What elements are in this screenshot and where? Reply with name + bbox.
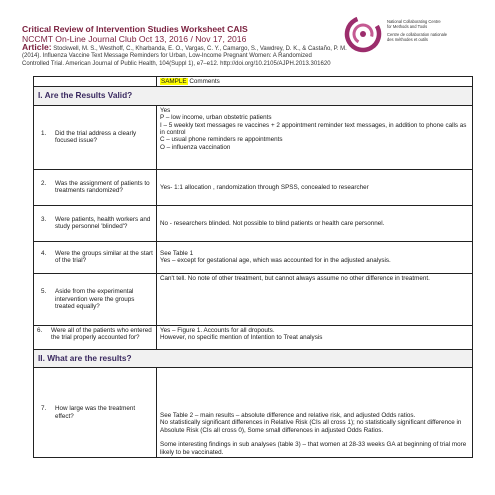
section-heading-validity: I. Are the Results Valid? bbox=[34, 87, 473, 105]
document-header bbox=[22, 24, 352, 68]
answer-line: Yes – Figure 1. Accounts for all dropouts. bbox=[160, 326, 275, 334]
answer-line: No - researchers blinded. Not possible to blind patients or health care personnel. bbox=[160, 219, 385, 227]
answer-cell bbox=[157, 241, 473, 273]
logo-english-line-2: for Methods and Tools bbox=[387, 24, 428, 29]
question-text: Did the trial address a clearly focused issue? bbox=[55, 129, 137, 145]
table-row bbox=[34, 105, 473, 169]
section-heading-row bbox=[34, 349, 473, 367]
answer-line: Can't tell. No note of other treatment, but cannot always assume no other difference in treatment. bbox=[160, 274, 430, 282]
answer-cell bbox=[157, 273, 473, 325]
logo-text bbox=[387, 19, 479, 42]
sample-highlight: SAMPLE bbox=[161, 78, 187, 85]
question-cell bbox=[34, 325, 157, 349]
article-citation bbox=[22, 44, 352, 68]
table-row bbox=[34, 205, 473, 241]
question-number: 6. bbox=[37, 326, 43, 334]
worksheet-table bbox=[33, 76, 473, 458]
comments-label: Comments bbox=[189, 78, 220, 85]
logo-french-line-1: Centre de collaboration nationale bbox=[387, 32, 448, 37]
section-heading-results: II. What are the results? bbox=[34, 349, 473, 367]
question-text: How large was the treatment effect? bbox=[55, 405, 136, 420]
article-label: Article: bbox=[22, 42, 52, 52]
table-row bbox=[34, 169, 473, 205]
question-cell bbox=[34, 169, 157, 205]
answer-line: Yes- 1:1 allocation , randomization through SPSS, concealed to researcher bbox=[160, 183, 369, 191]
comments-header-row bbox=[34, 77, 473, 87]
answer-cell bbox=[157, 105, 473, 169]
answer-line: I – 5 weekly text messages re vaccines + 2 appointment reminder text messages, in addition to phone calls as in control bbox=[160, 121, 467, 137]
question-number: 3. bbox=[41, 215, 47, 223]
table-row bbox=[34, 273, 473, 325]
answer-line: O – influenza vaccination bbox=[160, 143, 231, 151]
blank-header-cell bbox=[34, 77, 157, 87]
journal-club-dates: NCCMT On-Line Journal Club Oct 13, 2016 / Nov 17, 2016 bbox=[22, 34, 247, 44]
question-cell bbox=[34, 273, 157, 325]
answer-line: Some interesting findings in sub analyses (table 3) – that women at 28-33 weeks GA at beginning of trial more likely to be vaccinated. bbox=[160, 441, 467, 456]
section-heading-row bbox=[34, 87, 473, 105]
citation-line-3: Controlled Trial. American Journal of Public Health, 104(Suppl 1), e7–e12. http://doi.org/10.2105/AJPH.2013.301620 bbox=[22, 60, 331, 67]
question-text: Aside from the experimental intervention were the groups treated equally? bbox=[55, 288, 135, 311]
question-text: Were all of the patients who entered the trial properly accounted for? bbox=[51, 326, 152, 342]
question-number: 2. bbox=[41, 179, 47, 187]
answer-line: However, no specific mention of Intention to Treat analysis bbox=[160, 334, 323, 342]
question-text: Were patients, health workers and study personnel 'blinded'? bbox=[55, 215, 151, 231]
table-row bbox=[34, 241, 473, 273]
table-row bbox=[34, 368, 473, 458]
answer-cell bbox=[157, 205, 473, 241]
nccmt-logo-icon bbox=[343, 14, 383, 54]
question-cell bbox=[34, 205, 157, 241]
answer-line: Yes – except for gestational age, which was accounted for in the adjusted analysis. bbox=[160, 257, 391, 265]
answer-line bbox=[160, 434, 469, 441]
question-number: 5. bbox=[41, 288, 47, 296]
answer-line: No statistically significant differences in Relative Risk (CIs all cross 1); no statistically significant difference in Absolute Risk (CIs all cross 0), Some small differences in adjusted Odds Ratios. bbox=[160, 419, 462, 434]
nccmt-logo bbox=[343, 14, 479, 64]
question-text: Was the assignment of patients to treatments randomized? bbox=[55, 179, 150, 195]
answer-line: C – usual phone reminders re appointments bbox=[160, 136, 283, 144]
comments-header-cell bbox=[157, 77, 473, 87]
citation-line-1: Stockwell, M. S., Westhoff, C., Kharbanda, E. O., Vargas, C. Y., Camargo, S., Vawdrey, D. K., & Castaño, P. M. bbox=[53, 46, 347, 52]
answer-cell bbox=[157, 368, 473, 458]
logo-english-line-1: National Collaborating Centre bbox=[387, 19, 441, 24]
question-number: 1. bbox=[41, 129, 47, 137]
question-text: Were the groups similar at the start of the trial? bbox=[55, 249, 153, 265]
question-cell bbox=[34, 368, 157, 458]
answer-line: See Table 1 bbox=[160, 249, 194, 257]
worksheet-title: Critical Review of Intervention Studies Worksheet CAIS bbox=[22, 24, 248, 34]
citation-line-2: (2014). Influenza Vaccine Text Message Reminders for Urban, Low-Income Pregnant Women: A Randomized bbox=[22, 53, 312, 60]
answer-line: P – low income, urban obstetric patients bbox=[160, 114, 272, 122]
question-number: 7. bbox=[41, 405, 47, 413]
question-cell bbox=[34, 105, 157, 169]
table-row bbox=[34, 325, 473, 349]
question-number: 4. bbox=[41, 249, 47, 257]
answer-line: See Table 2 – main results – absolute difference and relative risk, and adjusted Odds ratios. bbox=[160, 411, 416, 419]
question-cell bbox=[34, 241, 157, 273]
answer-cell bbox=[157, 325, 473, 349]
answer-line: Yes bbox=[160, 106, 171, 114]
answer-cell bbox=[157, 169, 473, 205]
logo-french-line-2: des méthodes et outils bbox=[387, 37, 428, 42]
